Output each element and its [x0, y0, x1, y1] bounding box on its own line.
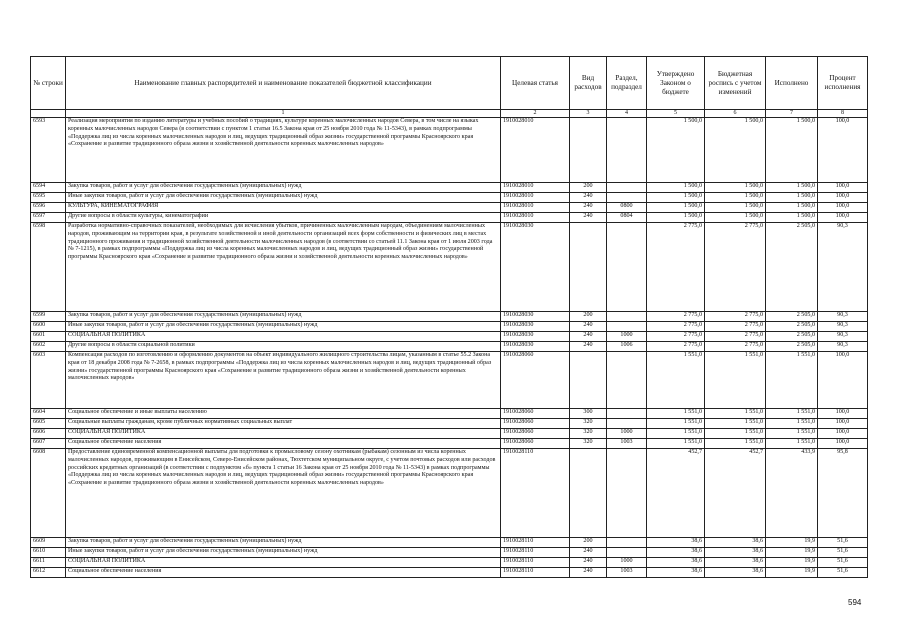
row-name: Социальные выплаты гражданам, кроме публичных нормативных социальных выплат	[66, 419, 501, 429]
row-target-code: 1910028110	[501, 568, 570, 578]
row-number: 6604	[31, 409, 66, 419]
row-target-code: 1910028110	[501, 558, 570, 568]
row-percent: 90,3	[818, 322, 868, 332]
row-target-code: 1910028010	[501, 183, 570, 193]
table-row	[31, 223, 868, 312]
table-row	[31, 322, 868, 332]
row-section: 1003	[607, 568, 647, 578]
row-percent: 100,0	[818, 213, 868, 223]
row-name: Другие вопросы в области культуры, кинематографии	[66, 213, 501, 223]
table-row	[31, 568, 868, 578]
row-percent: 100,0	[818, 429, 868, 439]
row-budget-list: 2 775,0	[705, 312, 766, 322]
row-approved: 38,6	[647, 558, 705, 568]
table-body	[31, 118, 868, 578]
row-section: 1006	[607, 342, 647, 352]
row-expense-type	[570, 223, 607, 312]
row-executed: 1 551,0	[766, 429, 818, 439]
row-name: Социальное обеспечение населения	[66, 439, 501, 449]
row-percent: 90,3	[818, 342, 868, 352]
row-expense-type: 240	[570, 342, 607, 352]
table-row	[31, 558, 868, 568]
row-expense-type: 240	[570, 332, 607, 342]
row-name: Закупка товаров, работ и услуг для обеспечения государственных (муниципальных) нужд	[66, 538, 501, 548]
row-expense-type: 240	[570, 548, 607, 558]
row-approved: 1 551,0	[647, 439, 705, 449]
column-number: 6	[705, 110, 766, 118]
row-expense-type	[570, 449, 607, 538]
column-number: 7	[766, 110, 818, 118]
row-name: Иные закупки товаров, работ и услуг для обеспечения государственных (муниципальных) нужд	[66, 322, 501, 332]
row-budget-list: 38,6	[705, 558, 766, 568]
row-expense-type	[570, 352, 607, 409]
column-number-blank	[31, 110, 66, 118]
header-approved: Утверждено Законом о бюджете	[647, 57, 705, 110]
row-section	[607, 322, 647, 332]
row-number: 6612	[31, 568, 66, 578]
row-approved: 1 500,0	[647, 203, 705, 213]
row-expense-type: 300	[570, 409, 607, 419]
column-number-row	[31, 110, 868, 118]
row-number: 6599	[31, 312, 66, 322]
header-name: Наименование главных распорядителей и наименование показателей бюджетной классификации	[66, 57, 501, 110]
row-number: 6597	[31, 213, 66, 223]
row-executed: 1 551,0	[766, 409, 818, 419]
row-number: 6601	[31, 332, 66, 342]
row-number: 6593	[31, 118, 66, 183]
row-budget-list: 452,7	[705, 449, 766, 538]
row-executed: 2 505,0	[766, 322, 818, 332]
row-approved: 1 500,0	[647, 213, 705, 223]
row-expense-type: 200	[570, 183, 607, 193]
row-approved: 2 775,0	[647, 312, 705, 322]
table-row	[31, 548, 868, 558]
row-target-code: 1910028110	[501, 449, 570, 538]
row-name: Социальное обеспечение населения	[66, 568, 501, 578]
row-expense-type: 240	[570, 558, 607, 568]
row-name: КУЛЬТУРА, КИНЕМАТОГРАФИЯ	[66, 203, 501, 213]
row-target-code: 1910028030	[501, 312, 570, 322]
row-executed: 19,9	[766, 548, 818, 558]
row-number: 6611	[31, 558, 66, 568]
row-name: Другие вопросы в области социальной политики	[66, 342, 501, 352]
column-number: 4	[607, 110, 647, 118]
row-budget-list: 38,6	[705, 568, 766, 578]
row-target-code: 1910028010	[501, 213, 570, 223]
row-budget-list: 1 551,0	[705, 419, 766, 429]
row-target-code: 1910028110	[501, 538, 570, 548]
table-row	[31, 203, 868, 213]
row-section	[607, 538, 647, 548]
table-row	[31, 332, 868, 342]
row-section	[607, 183, 647, 193]
column-number: 2	[501, 110, 570, 118]
row-section: 1000	[607, 429, 647, 439]
row-approved: 2 775,0	[647, 223, 705, 312]
row-approved: 1 500,0	[647, 183, 705, 193]
row-number: 6606	[31, 429, 66, 439]
row-number: 6607	[31, 439, 66, 449]
row-budget-list: 1 500,0	[705, 203, 766, 213]
row-target-code: 1910028030	[501, 223, 570, 312]
row-number: 6600	[31, 322, 66, 332]
row-target-code: 1910028030	[501, 332, 570, 342]
row-approved: 38,6	[647, 538, 705, 548]
row-executed: 2 505,0	[766, 342, 818, 352]
row-executed: 1 500,0	[766, 213, 818, 223]
table-row	[31, 439, 868, 449]
row-expense-type: 240	[570, 322, 607, 332]
row-expense-type: 240	[570, 203, 607, 213]
row-approved: 1 500,0	[647, 118, 705, 183]
row-expense-type: 200	[570, 538, 607, 548]
row-target-code: 1910028030	[501, 322, 570, 332]
row-name: Иные закупки товаров, работ и услуг для обеспечения государственных (муниципальных) нужд	[66, 193, 501, 203]
row-section	[607, 312, 647, 322]
row-percent: 90,3	[818, 332, 868, 342]
header-expense-type: Вид расходов	[570, 57, 607, 110]
header-row	[31, 57, 868, 110]
header-section: Раздел, подраздел	[607, 57, 647, 110]
row-executed: 1 500,0	[766, 118, 818, 183]
row-percent: 100,0	[818, 419, 868, 429]
row-expense-type: 320	[570, 439, 607, 449]
row-executed: 1 500,0	[766, 183, 818, 193]
row-executed: 19,9	[766, 568, 818, 578]
row-number: 6596	[31, 203, 66, 213]
row-target-code: 1910028030	[501, 342, 570, 352]
header-percent: Процент исполнения	[818, 57, 868, 110]
row-percent: 51,6	[818, 538, 868, 548]
row-approved: 1 551,0	[647, 429, 705, 439]
row-target-code: 1910028010	[501, 118, 570, 183]
row-name: СОЦИАЛЬНАЯ ПОЛИТИКА	[66, 558, 501, 568]
row-section: 0800	[607, 203, 647, 213]
row-percent: 100,0	[818, 439, 868, 449]
row-target-code: 1910028060	[501, 352, 570, 409]
row-executed: 19,9	[766, 538, 818, 548]
table-row	[31, 193, 868, 203]
row-number: 6595	[31, 193, 66, 203]
row-percent: 100,0	[818, 352, 868, 409]
row-number: 6605	[31, 419, 66, 429]
header-row-no: № строки	[31, 57, 66, 110]
row-number: 6594	[31, 183, 66, 193]
row-number: 6610	[31, 548, 66, 558]
row-percent: 90,3	[818, 312, 868, 322]
table-row	[31, 352, 868, 409]
row-expense-type: 320	[570, 429, 607, 439]
row-target-code: 1910028060	[501, 429, 570, 439]
column-number: 1	[66, 110, 501, 118]
row-percent: 95,8	[818, 449, 868, 538]
row-budget-list: 1 551,0	[705, 439, 766, 449]
row-approved: 38,6	[647, 548, 705, 558]
row-section	[607, 548, 647, 558]
row-budget-list: 1 500,0	[705, 118, 766, 183]
row-executed: 1 500,0	[766, 193, 818, 203]
row-executed: 1 551,0	[766, 352, 818, 409]
table-row	[31, 312, 868, 322]
row-target-code: 1910028060	[501, 409, 570, 419]
row-section	[607, 352, 647, 409]
row-budget-list: 1 500,0	[705, 183, 766, 193]
row-section	[607, 419, 647, 429]
row-section	[607, 193, 647, 203]
column-number: 5	[647, 110, 705, 118]
row-approved: 1 551,0	[647, 419, 705, 429]
row-name: СОЦИАЛЬНАЯ ПОЛИТИКА	[66, 332, 501, 342]
row-executed: 1 551,0	[766, 419, 818, 429]
row-executed: 2 505,0	[766, 332, 818, 342]
row-number: 6603	[31, 352, 66, 409]
row-budget-list: 38,6	[705, 538, 766, 548]
row-executed: 433,9	[766, 449, 818, 538]
row-percent: 51,6	[818, 548, 868, 558]
row-section: 1003	[607, 439, 647, 449]
row-expense-type: 240	[570, 568, 607, 578]
row-section: 1000	[607, 332, 647, 342]
row-name: Закупка товаров, работ и услуг для обеспечения государственных (муниципальных) нужд	[66, 312, 501, 322]
row-executed: 1 500,0	[766, 203, 818, 213]
row-section	[607, 449, 647, 538]
row-executed: 1 551,0	[766, 439, 818, 449]
table-row	[31, 342, 868, 352]
row-approved: 1 500,0	[647, 193, 705, 203]
row-name: Иные закупки товаров, работ и услуг для обеспечения государственных (муниципальных) нужд	[66, 548, 501, 558]
row-approved: 1 551,0	[647, 352, 705, 409]
table-row	[31, 118, 868, 183]
table-row	[31, 538, 868, 548]
row-section: 1000	[607, 558, 647, 568]
header-budget-list: Бюджетная роспись с учетом изменений	[705, 57, 766, 110]
budget-execution-report	[30, 56, 867, 578]
row-name: Компенсация расходов по изготовлению и оформлению документов на объект индивидуального жилищного строительства лицам, указанным в статье 55.2 Закона края от 18 декабря 2008 года № 7-2658, в рамках подпрограммы «Поддержка лиц из числа коренных малочисленных народов и лиц, ведущих традиционный образ жизни» государственной программы Красноярского края «Сохранение и развитие традиционного образа жизни и хозяйственной деятельности коренных малочисленных народов»	[66, 352, 501, 409]
header-executed: Исполнено	[766, 57, 818, 110]
row-percent: 51,6	[818, 568, 868, 578]
row-budget-list: 2 775,0	[705, 332, 766, 342]
row-number: 6602	[31, 342, 66, 352]
row-percent: 100,0	[818, 183, 868, 193]
row-budget-list: 1 551,0	[705, 352, 766, 409]
row-target-code: 1910028060	[501, 439, 570, 449]
row-budget-list: 1 551,0	[705, 429, 766, 439]
row-section	[607, 118, 647, 183]
row-name: Предоставление единовременной компенсационной выплаты для подготовки к промысловому сезону охотникам (рыбакам) сезонным из числа коренных малочисленных народов, проживающим в Енисейском, Северо-Енисейском районах, Тюхтетском муниципальном округе, с учетом почтовых расходов или расходов российских кредитных организаций (в соответствии с подпунктом «б» пункта 1 статьи 16 Закона края от 25 ноября 2010 года № 11-5343) в рамках подпрограммы «Поддержка лиц из числа коренных малочисленных народов и лиц, ведущих традиционный образ жизни» государственной программы Красноярского края «Сохранение и развитие традиционного образа жизни и хозяйственной деятельности коренных малочисленных народов»	[66, 449, 501, 538]
row-budget-list: 2 775,0	[705, 342, 766, 352]
row-percent: 100,0	[818, 409, 868, 419]
header-target-code: Целевая статья	[501, 57, 570, 110]
row-percent: 100,0	[818, 203, 868, 213]
row-target-code: 1910028060	[501, 419, 570, 429]
column-number: 8	[818, 110, 868, 118]
table-row	[31, 419, 868, 429]
row-section	[607, 409, 647, 419]
row-expense-type: 200	[570, 312, 607, 322]
row-approved: 38,6	[647, 568, 705, 578]
row-expense-type	[570, 118, 607, 183]
table-row	[31, 213, 868, 223]
row-name: Реализация мероприятия по изданию литературы и учебных пособий о традициях, культуре коренных малочисленных народов Севера, в том числе на языках коренных малочисленных народов Севера (в соответствии с пунктом 1 статьи 16.5 Закона края от 25 ноября 2010 года № 11-5343), в рамках подпрограммы «Поддержка лиц из числа коренных малочисленных народов и лиц, ведущих традиционный образ жизни» государственной программы Красноярского края «Сохранение и развитие традиционного образа жизни и хозяйственной деятельности коренных малочисленных народов»	[66, 118, 501, 183]
row-percent: 100,0	[818, 118, 868, 183]
row-budget-list: 1 500,0	[705, 213, 766, 223]
row-approved: 1 551,0	[647, 409, 705, 419]
row-budget-list: 1 551,0	[705, 409, 766, 419]
table-row	[31, 449, 868, 538]
row-expense-type: 320	[570, 419, 607, 429]
row-target-code: 1910028110	[501, 548, 570, 558]
row-percent: 100,0	[818, 193, 868, 203]
column-number: 3	[570, 110, 607, 118]
row-target-code: 1910028010	[501, 203, 570, 213]
row-target-code: 1910028010	[501, 193, 570, 203]
row-budget-list: 2 775,0	[705, 322, 766, 332]
row-budget-list: 1 500,0	[705, 193, 766, 203]
row-expense-type: 240	[570, 193, 607, 203]
row-percent: 51,6	[818, 558, 868, 568]
page-number: 594	[848, 598, 862, 607]
table-row	[31, 429, 868, 439]
row-number: 6598	[31, 223, 66, 312]
row-executed: 2 505,0	[766, 223, 818, 312]
row-number: 6609	[31, 538, 66, 548]
row-name: Разработка нормативно-справочных показателей, необходимых для исчисления убытков, причиненных малочисленным народам, объединениям малочисленных народов, проживающим на территории края, в результате хозяйственной и иной деятельности организаций всех форм собственности и физических лиц в местах традиционного проживания и традиционной хозяйственной деятельности малочисленных народов (в соответствии со статьей 11.1 Закона края от 1 июля 2003 года № 7-1215), в рамках подпрограммы «Поддержка лиц из числа коренных малочисленных народов и лиц, ведущих традиционный образ жизни» государственной программы Красноярского края «Сохранение и развитие традиционного образа жизни и хозяйственной деятельности коренных малочисленных народов»	[66, 223, 501, 312]
row-name: Социальное обеспечение и иные выплаты населению	[66, 409, 501, 419]
table-row	[31, 183, 868, 193]
row-budget-list: 38,6	[705, 548, 766, 558]
row-name: СОЦИАЛЬНАЯ ПОЛИТИКА	[66, 429, 501, 439]
row-executed: 19,9	[766, 558, 818, 568]
row-approved: 2 775,0	[647, 332, 705, 342]
row-executed: 2 505,0	[766, 312, 818, 322]
budget-table	[30, 56, 868, 578]
row-budget-list: 2 775,0	[705, 223, 766, 312]
row-name: Закупка товаров, работ и услуг для обеспечения государственных (муниципальных) нужд	[66, 183, 501, 193]
row-expense-type: 240	[570, 213, 607, 223]
row-approved: 2 775,0	[647, 342, 705, 352]
row-percent: 90,3	[818, 223, 868, 312]
row-number: 6608	[31, 449, 66, 538]
table-row	[31, 409, 868, 419]
row-approved: 452,7	[647, 449, 705, 538]
row-section	[607, 223, 647, 312]
row-approved: 2 775,0	[647, 322, 705, 332]
row-section: 0804	[607, 213, 647, 223]
